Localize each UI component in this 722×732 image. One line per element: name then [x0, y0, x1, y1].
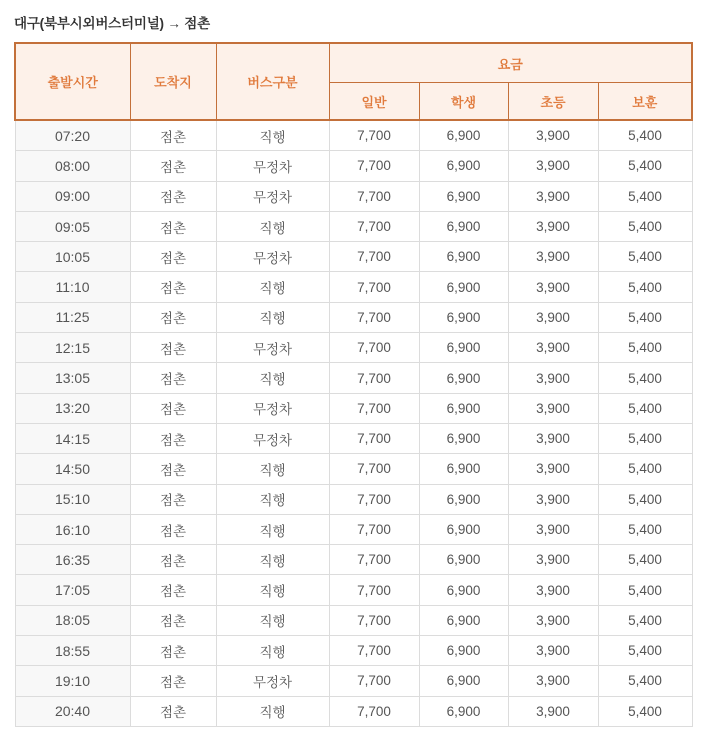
- col-header-departure-time: 출발시간: [15, 43, 130, 120]
- destination-cell: 점촌: [130, 605, 216, 635]
- bus-type-cell: 무정차: [216, 393, 329, 423]
- col-header-destination: 도착지: [130, 43, 216, 120]
- fare-elementary-cell: 3,900: [508, 181, 598, 211]
- bus-type-cell: 직행: [216, 605, 329, 635]
- fare-veteran-cell: 5,400: [598, 636, 692, 666]
- destination-cell: 점촌: [130, 696, 216, 726]
- table-row: [15, 272, 692, 302]
- departure-time-cell: 18:55: [15, 636, 130, 666]
- table-row: [15, 242, 692, 272]
- table-row: [15, 333, 692, 363]
- bus-type-cell: 직행: [216, 575, 329, 605]
- departure-time-cell: 08:00: [15, 151, 130, 181]
- fare-veteran-cell: 5,400: [598, 514, 692, 544]
- fare-veteran-cell: 5,400: [598, 302, 692, 332]
- table-row: [15, 363, 692, 393]
- departure-time-cell: 13:20: [15, 393, 130, 423]
- table-row: [15, 181, 692, 211]
- fare-elementary-cell: 3,900: [508, 545, 598, 575]
- fare-student-cell: 6,900: [419, 696, 508, 726]
- fare-student-cell: 6,900: [419, 454, 508, 484]
- fare-student-cell: 6,900: [419, 333, 508, 363]
- fare-general-cell: 7,700: [329, 575, 419, 605]
- fare-elementary-cell: 3,900: [508, 363, 598, 393]
- destination-cell: 점촌: [130, 575, 216, 605]
- fare-elementary-cell: 3,900: [508, 302, 598, 332]
- departure-time-cell: 12:15: [15, 333, 130, 363]
- fare-elementary-cell: 3,900: [508, 636, 598, 666]
- bus-type-cell: 직행: [216, 545, 329, 575]
- fare-student-cell: 6,900: [419, 636, 508, 666]
- destination-cell: 점촌: [130, 151, 216, 181]
- fare-veteran-cell: 5,400: [598, 151, 692, 181]
- fare-student-cell: 6,900: [419, 120, 508, 151]
- destination-cell: 점촌: [130, 181, 216, 211]
- fare-elementary-cell: 3,900: [508, 393, 598, 423]
- fare-student-cell: 6,900: [419, 423, 508, 453]
- fare-student-cell: 6,900: [419, 211, 508, 241]
- timetable-header: [15, 43, 692, 120]
- col-header-fare-elementary: 초등: [508, 83, 598, 121]
- fare-veteran-cell: 5,400: [598, 272, 692, 302]
- bus-type-cell: 직행: [216, 454, 329, 484]
- departure-time-cell: 19:10: [15, 666, 130, 696]
- table-row: [15, 545, 692, 575]
- fare-student-cell: 6,900: [419, 363, 508, 393]
- bus-type-cell: 직행: [216, 484, 329, 514]
- destination-cell: 점촌: [130, 393, 216, 423]
- fare-elementary-cell: 3,900: [508, 454, 598, 484]
- fare-veteran-cell: 5,400: [598, 605, 692, 635]
- fare-student-cell: 6,900: [419, 666, 508, 696]
- bus-type-cell: 무정차: [216, 181, 329, 211]
- fare-student-cell: 6,900: [419, 272, 508, 302]
- fare-general-cell: 7,700: [329, 423, 419, 453]
- fare-veteran-cell: 5,400: [598, 242, 692, 272]
- destination-cell: 점촌: [130, 545, 216, 575]
- fare-veteran-cell: 5,400: [598, 181, 692, 211]
- fare-veteran-cell: 5,400: [598, 333, 692, 363]
- table-row: [15, 666, 692, 696]
- destination-cell: 점촌: [130, 363, 216, 393]
- fare-general-cell: 7,700: [329, 545, 419, 575]
- table-row: [15, 514, 692, 544]
- col-header-bus-type: 버스구분: [216, 43, 329, 120]
- fare-veteran-cell: 5,400: [598, 423, 692, 453]
- timetable-body: [15, 120, 692, 726]
- fare-student-cell: 6,900: [419, 575, 508, 605]
- fare-general-cell: 7,700: [329, 696, 419, 726]
- bus-type-cell: 무정차: [216, 151, 329, 181]
- departure-time-cell: 15:10: [15, 484, 130, 514]
- table-row: [15, 423, 692, 453]
- departure-time-cell: 11:10: [15, 272, 130, 302]
- destination-cell: 점촌: [130, 333, 216, 363]
- table-row: [15, 484, 692, 514]
- fare-veteran-cell: 5,400: [598, 666, 692, 696]
- destination-cell: 점촌: [130, 636, 216, 666]
- table-row: [15, 454, 692, 484]
- fare-general-cell: 7,700: [329, 454, 419, 484]
- bus-type-cell: 무정차: [216, 666, 329, 696]
- fare-veteran-cell: 5,400: [598, 363, 692, 393]
- bus-type-cell: 직행: [216, 696, 329, 726]
- destination-cell: 점촌: [130, 514, 216, 544]
- col-header-fare-general: 일반: [329, 83, 419, 121]
- table-row: [15, 605, 692, 635]
- fare-veteran-cell: 5,400: [598, 120, 692, 151]
- destination-cell: 점촌: [130, 302, 216, 332]
- departure-time-cell: 07:20: [15, 120, 130, 151]
- fare-elementary-cell: 3,900: [508, 696, 598, 726]
- departure-time-cell: 11:25: [15, 302, 130, 332]
- table-row: [15, 575, 692, 605]
- fare-veteran-cell: 5,400: [598, 696, 692, 726]
- bus-type-cell: 무정차: [216, 423, 329, 453]
- bus-type-cell: 직행: [216, 363, 329, 393]
- departure-time-cell: 18:05: [15, 605, 130, 635]
- fare-elementary-cell: 3,900: [508, 423, 598, 453]
- fare-student-cell: 6,900: [419, 181, 508, 211]
- departure-time-cell: 14:15: [15, 423, 130, 453]
- table-row: [15, 302, 692, 332]
- destination-cell: 점촌: [130, 242, 216, 272]
- destination-cell: 점촌: [130, 454, 216, 484]
- bus-type-cell: 직행: [216, 272, 329, 302]
- bus-type-cell: 무정차: [216, 242, 329, 272]
- fare-veteran-cell: 5,400: [598, 393, 692, 423]
- fare-general-cell: 7,700: [329, 393, 419, 423]
- bus-type-cell: 직행: [216, 302, 329, 332]
- bus-type-cell: 직행: [216, 211, 329, 241]
- fare-general-cell: 7,700: [329, 363, 419, 393]
- fare-elementary-cell: 3,900: [508, 211, 598, 241]
- fare-elementary-cell: 3,900: [508, 575, 598, 605]
- fare-elementary-cell: 3,900: [508, 514, 598, 544]
- fare-student-cell: 6,900: [419, 605, 508, 635]
- fare-student-cell: 6,900: [419, 545, 508, 575]
- table-row: [15, 120, 692, 151]
- fare-veteran-cell: 5,400: [598, 575, 692, 605]
- bus-type-cell: 직행: [216, 120, 329, 151]
- destination-cell: 점촌: [130, 423, 216, 453]
- fare-general-cell: 7,700: [329, 211, 419, 241]
- departure-time-cell: 10:05: [15, 242, 130, 272]
- fare-student-cell: 6,900: [419, 514, 508, 544]
- bus-type-cell: 직행: [216, 514, 329, 544]
- departure-time-cell: 13:05: [15, 363, 130, 393]
- destination-cell: 점촌: [130, 211, 216, 241]
- destination-cell: 점촌: [130, 484, 216, 514]
- fare-student-cell: 6,900: [419, 484, 508, 514]
- fare-general-cell: 7,700: [329, 242, 419, 272]
- fare-elementary-cell: 3,900: [508, 272, 598, 302]
- fare-general-cell: 7,700: [329, 333, 419, 363]
- destination-cell: 점촌: [130, 272, 216, 302]
- fare-general-cell: 7,700: [329, 302, 419, 332]
- departure-time-cell: 14:50: [15, 454, 130, 484]
- departure-time-cell: 17:05: [15, 575, 130, 605]
- fare-elementary-cell: 3,900: [508, 605, 598, 635]
- col-header-fare-veteran: 보훈: [598, 83, 692, 121]
- table-row: [15, 696, 692, 726]
- fare-student-cell: 6,900: [419, 242, 508, 272]
- fare-general-cell: 7,700: [329, 151, 419, 181]
- col-header-fare-student: 학생: [419, 83, 508, 121]
- fare-general-cell: 7,700: [329, 484, 419, 514]
- col-header-fare-group: 요금: [329, 43, 692, 83]
- fare-general-cell: 7,700: [329, 636, 419, 666]
- departure-time-cell: 20:40: [15, 696, 130, 726]
- fare-general-cell: 7,700: [329, 605, 419, 635]
- table-row: [15, 151, 692, 181]
- fare-general-cell: 7,700: [329, 120, 419, 151]
- bus-type-cell: 직행: [216, 636, 329, 666]
- fare-elementary-cell: 3,900: [508, 242, 598, 272]
- bus-timetable: [14, 42, 693, 727]
- bus-type-cell: 무정차: [216, 333, 329, 363]
- destination-cell: 점촌: [130, 120, 216, 151]
- fare-general-cell: 7,700: [329, 181, 419, 211]
- page-title: 대구(북부시외버스터미널) → 점촌: [14, 16, 210, 31]
- fare-elementary-cell: 3,900: [508, 151, 598, 181]
- table-row: [15, 393, 692, 423]
- fare-elementary-cell: 3,900: [508, 484, 598, 514]
- table-row: [15, 211, 692, 241]
- fare-veteran-cell: 5,400: [598, 211, 692, 241]
- destination-cell: 점촌: [130, 666, 216, 696]
- fare-elementary-cell: 3,900: [508, 333, 598, 363]
- departure-time-cell: 16:10: [15, 514, 130, 544]
- fare-elementary-cell: 3,900: [508, 120, 598, 151]
- departure-time-cell: 09:05: [15, 211, 130, 241]
- fare-elementary-cell: 3,900: [508, 666, 598, 696]
- fare-student-cell: 6,900: [419, 151, 508, 181]
- fare-general-cell: 7,700: [329, 272, 419, 302]
- fare-student-cell: 6,900: [419, 393, 508, 423]
- fare-veteran-cell: 5,400: [598, 484, 692, 514]
- fare-veteran-cell: 5,400: [598, 454, 692, 484]
- departure-time-cell: 16:35: [15, 545, 130, 575]
- fare-veteran-cell: 5,400: [598, 545, 692, 575]
- fare-student-cell: 6,900: [419, 302, 508, 332]
- fare-general-cell: 7,700: [329, 666, 419, 696]
- table-row: [15, 636, 692, 666]
- departure-time-cell: 09:00: [15, 181, 130, 211]
- fare-general-cell: 7,700: [329, 514, 419, 544]
